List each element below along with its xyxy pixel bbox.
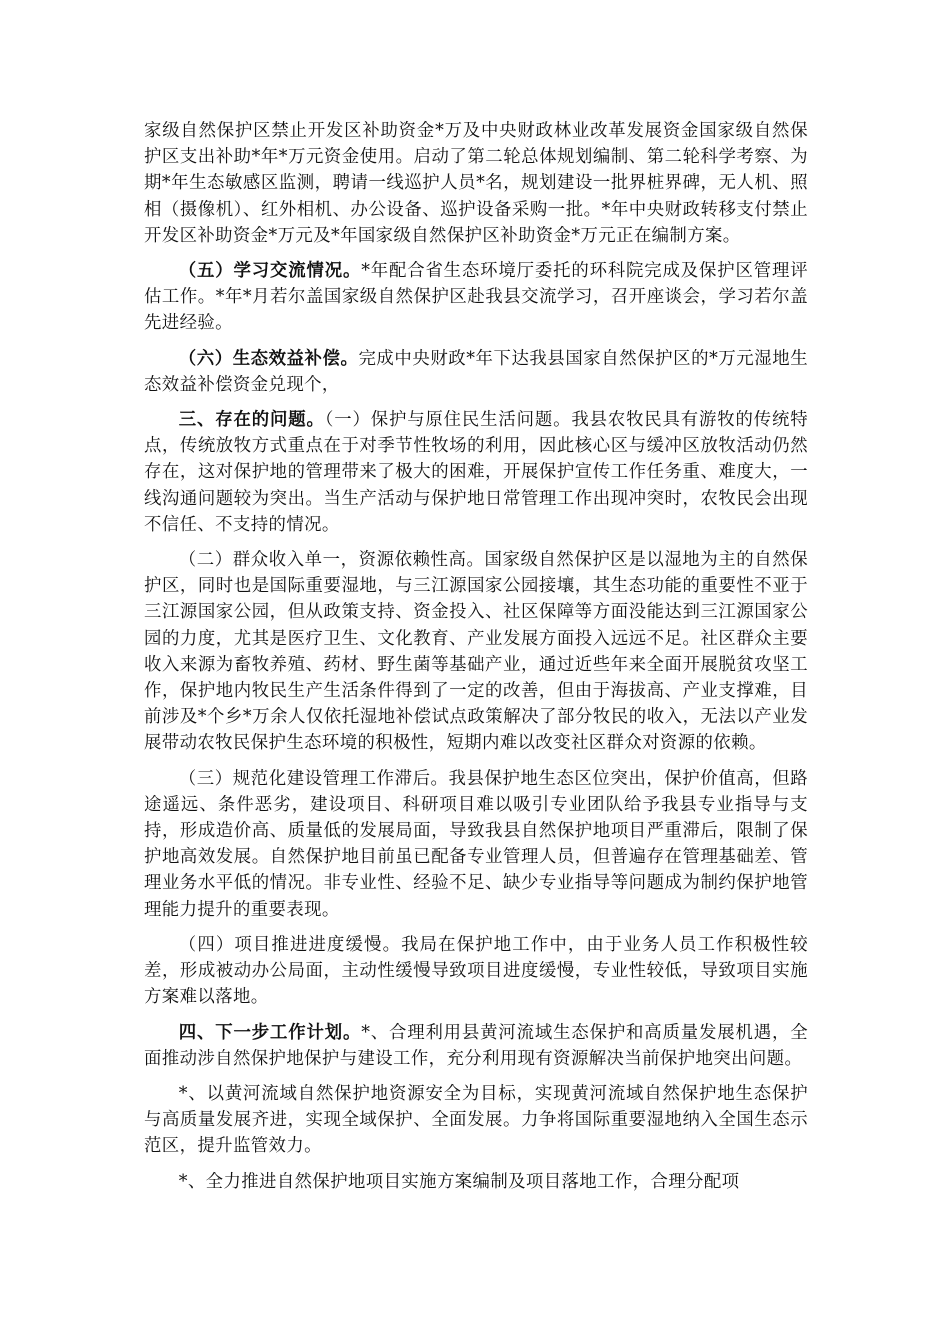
section-heading: （六）生态效益补偿。 xyxy=(178,348,359,369)
paragraph-funding-continued xyxy=(144,118,808,249)
paragraph-problem-income xyxy=(144,547,808,757)
paragraph-text: *年配合省生态环境厅委托的环科院完成及保护区管理评估工作。*年*月若尔盖国家级自然保护区赴我县交流学习，召开座谈会，学习若尔盖先进经验。 xyxy=(144,261,808,334)
document-body xyxy=(144,118,808,1204)
section-heading: 三、存在的问题。 xyxy=(178,410,325,431)
paragraph-problem-management xyxy=(144,766,808,923)
paragraph-plan-item xyxy=(144,1081,808,1160)
paragraph-text: 家级自然保护区禁止开发区补助资金*万及中央财政林业改革发展资金国家级自然保护区支出补助*年*万元资金使用。启动了第二轮总体规划编制、第二轮科学考察、为期*年生态敏感区监测，聘请一线巡护人员*名，规划建设一批界桩界碑，无人机、照相（摄像机）、红外相机、办公设备、巡护设备采购一批。*年中央财政转移支付禁止开发区补助资金*万元及*年国家级自然保护区补助资金*万元正在编制方案。 xyxy=(144,121,808,246)
paragraph-problems xyxy=(144,407,808,538)
section-heading: 四、下一步工作计划。 xyxy=(178,1022,362,1043)
paragraph-study-exchange xyxy=(144,258,808,337)
paragraph-text: *、合理利用县黄河流域生态保护和高质量发展机遇，全面推动涉自然保护地保护与建设工作，充分利用现有资源解决当前保护地突出问题。 xyxy=(144,1022,808,1069)
section-heading: （五）学习交流情况。 xyxy=(178,261,362,282)
paragraph-next-plan xyxy=(144,1020,808,1072)
paragraph-text: *、以黄河流域自然保护地资源安全为目标，实现黄河流域自然保护地生态保护与高质量发展齐进，实现全域保护、全面发展。力争将国际重要湿地纳入全国生态示范区，提升监管效力。 xyxy=(144,1083,808,1157)
paragraph-plan-item xyxy=(144,1169,808,1195)
paragraph-text: 完成中央财政*年下达我县国家自然保护区的*万元湿地生态效益补偿资金兑现个， xyxy=(144,348,808,395)
paragraph-text: *、全力推进自然保护地项目实施方案编制及项目落地工作，合理分配项 xyxy=(178,1171,740,1192)
paragraph-text: （四）项目推进进度缓慢。我局在保护地工作中，由于业务人员工作积极性较差，形成被动办公局面，主动性缓慢导致项目进度缓慢，专业性较低，导致项目实施方案难以落地。 xyxy=(144,934,808,1008)
paragraph-text: （二）群众收入单一，资源依赖性高。国家级自然保护区是以湿地为主的自然保护区，同时也是国际重要湿地，与三江源国家公园接壤，其生态功能的重要性不亚于三江源国家公园，但从政策支持、资金投入、社区保障等方面没能达到三江源国家公园的力度，尤其是医疗卫生、文化教育、产业发展方面投入远远不足。社区群众主要收入来源为畜牧养殖、药材、野生菌等基础产业，通过近些年来全面开展脱贫攻坚工作，保护地内牧民生产生活条件得到了一定的改善，但由于海拔高、产业支撑难，目前涉及*个乡*万余人仅依托湿地补偿试点政策解决了部分牧民的收入，无法以产业发展带动农牧民保护生态环境的积极性，短期内难以改变社区群众对资源的依赖。 xyxy=(144,550,808,754)
paragraph-text: （一）保护与原住民生活问题。我县农牧民具有游牧的传统特点，传统放牧方式重点在于对季节性牧场的利用，因此核心区与缓冲区放牧活动仍然存在，这对保护地的管理带来了极大的困难，开展保护宣传工作任务重、难度大，一线沟通问题较为突出。当生产活动与保护地日常管理工作出现冲突时，农牧民会出现不信任、不支持的情况。 xyxy=(144,410,809,535)
paragraph-text: （三）规范化建设管理工作滞后。我县保护地生态区位突出，保护价值高，但路途遥远、条件恶劣，建设项目、科研项目难以吸引专业团队给予我县专业指导与支持，形成造价高、质量低的发展局面，导致我县自然保护地项目严重滞后，限制了保护地高效发展。自然保护地目前虽已配备专业管理人员，但普遍存在管理基础差、管理业务水平低的情况。非专业性、经验不足、缺少专业指导等问题成为制约保护地管理能力提升的重要表现。 xyxy=(144,768,808,920)
paragraph-problem-progress xyxy=(144,932,808,1011)
paragraph-eco-compensation xyxy=(144,346,808,398)
